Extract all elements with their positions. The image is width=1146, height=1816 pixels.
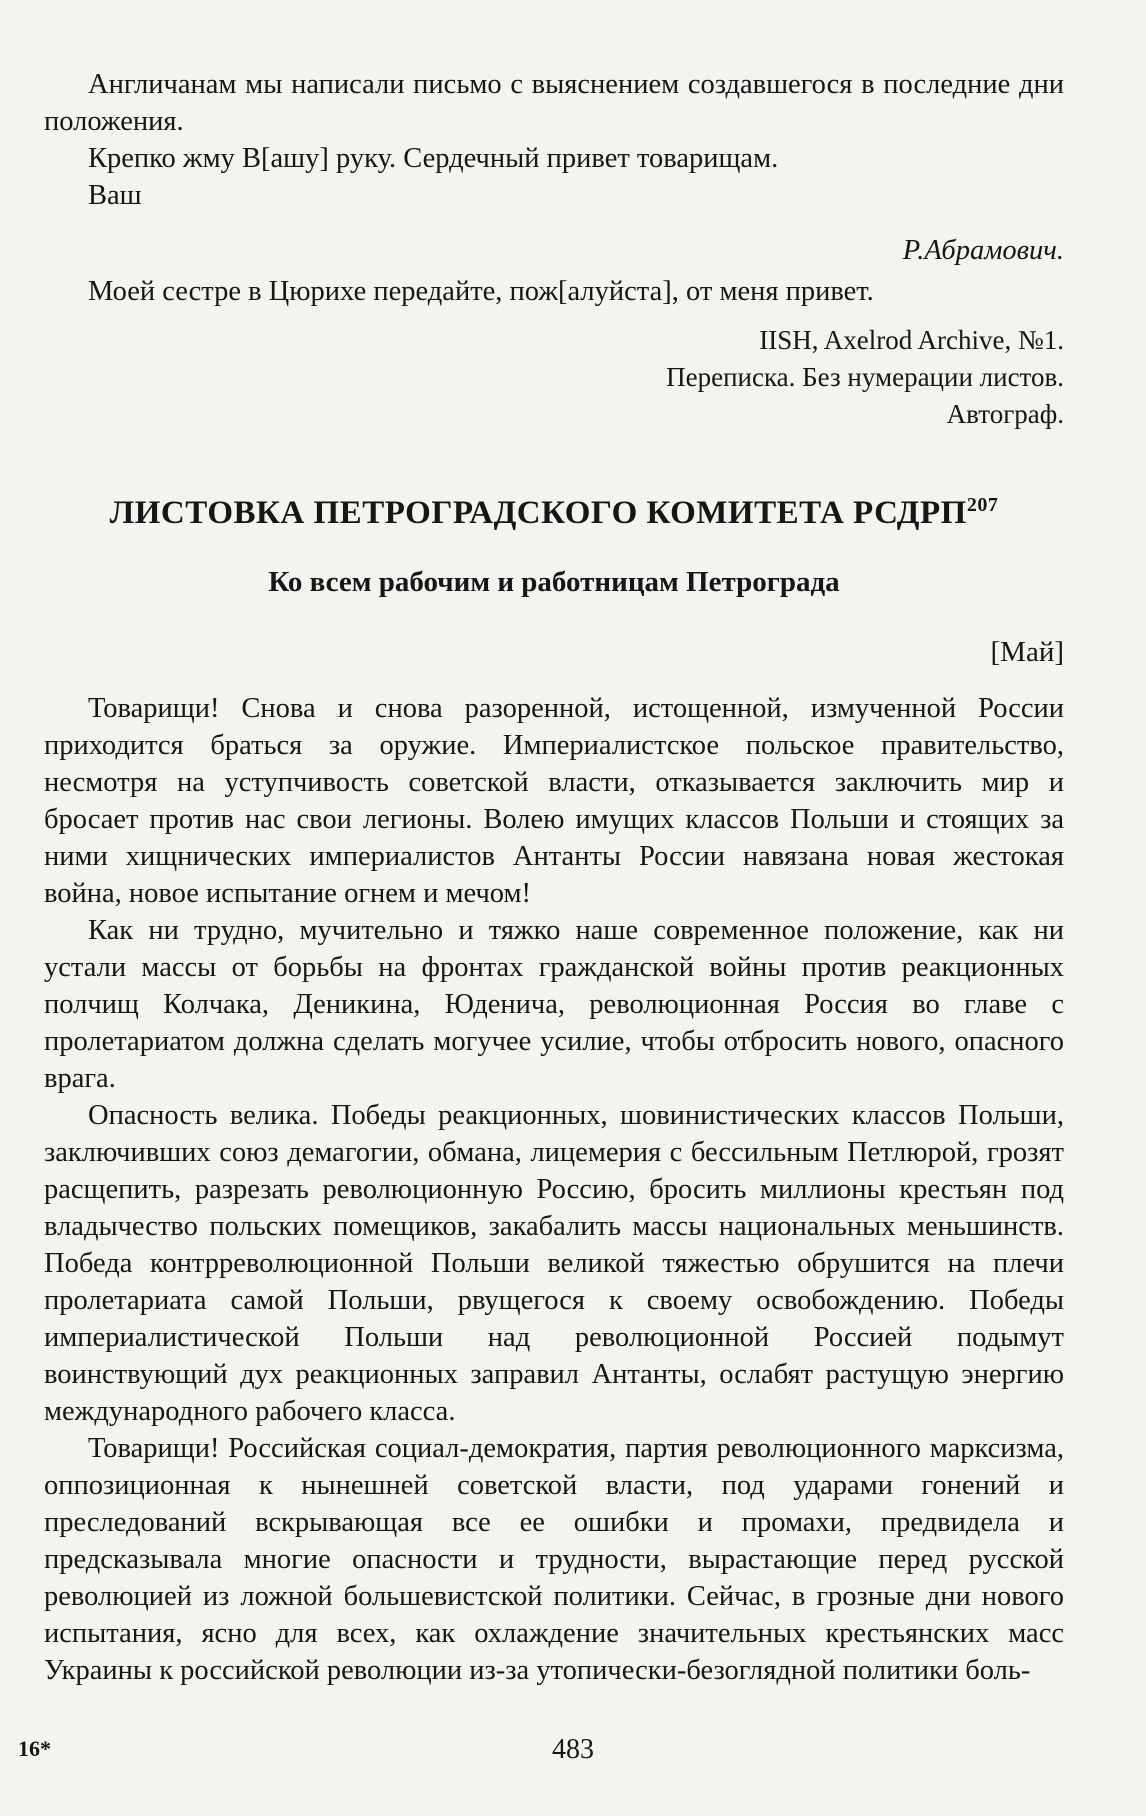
source-description: Переписка. Без нумерации листов.: [666, 362, 1064, 392]
letter-paragraph: Крепко жму В[ашу] руку. Сердечный привет товарищам.: [88, 143, 779, 174]
page-number: 483: [552, 1734, 594, 1765]
document-date: [Май]: [990, 636, 1064, 668]
document-title-text: ЛИСТОВКА ПЕТРОГРАДСКОГО КОМИТЕТА РСДРП: [109, 495, 967, 531]
source-archive: IISH, Axelrod Archive, №1.: [759, 325, 1064, 355]
source-type: Автограф.: [946, 399, 1064, 429]
signature-mark: 16*: [18, 1736, 51, 1761]
leaflet-paragraph: Опасность велика. Победы реакционных, шовинистических классов Польши, заключивших союз демагогии, обмана, лицемерия с бессильным Петлюрой, грозят расщепить, разрезать революционную Россию, бросить миллионы крестьян под владычество польских помещиков, закабалить массы национальных меньшинств. Победа контрреволюционной Польши великой тяжестью обрушится на плечи пролетариата самой Польши, рвущегося к своему освобождению. Победы империалистической Польши над революционной Россией подымут воинствующий дух реакционных заправил Антанты, ослабят растущую энергию международного рабочего класса.: [44, 1100, 1064, 1427]
letter-closing: Ваш: [88, 180, 142, 211]
leaflet-paragraph: Товарищи! Снова и снова разоренной, истощенной, измученной России приходится браться за оружие. Империалистское польское правительство, несмотря на уступчивость советской власти, отказывается заключить мир и бросает против нас свои легионы. Волею имущих классов Польши и стоящих за ними хищнических империалистов Антанты России навязана новая жестокая война, новое испытание огнем и мечом!: [44, 693, 1064, 909]
document-subtitle: Ко всем рабочим и работницам Петрограда: [268, 566, 840, 598]
source-note: [666, 322, 1064, 433]
letter-ending: [44, 66, 1064, 310]
letter-signature: Р.Абрамович.: [902, 235, 1064, 266]
document-title-footnote: 207: [966, 494, 999, 516]
letter-paragraph: Англичанам мы написали письмо с выяснением создавшегося в последние дни положения.: [44, 69, 1064, 137]
leaflet-paragraph: Как ни трудно, мучительно и тяжко наше современное положение, как ни устали массы от борьбы на фронтах гражданской войны против реакционных полчищ Колчака, Деникина, Юденича, революционная Россия во главе с пролетариатом должна сделать могучее усилие, чтобы отбросить нового, опасного врага.: [44, 915, 1064, 1094]
letter-postscript: Моей сестре в Цюрихе передайте, пож[алуйста], от меня привет.: [88, 276, 874, 307]
leaflet-paragraph: Товарищи! Российская социал-демократия, партия революционного марксизма, оппозиционная к нынешней советской власти, под ударами гонений и преследований вскрывающая все ее ошибки и промахи, предвидела и предсказывала многие опасности и трудности, вырастающие перед русской революцией из ложной большевистской политики. Сейчас, в грозные дни нового испытания, ясно для всех, как охлаждение значительных крестьянских масс Украины к российской революции из-за утопически-безоглядной политики боль-: [44, 1433, 1064, 1686]
document-title: [44, 494, 1064, 532]
leaflet-body: [44, 690, 1064, 1689]
